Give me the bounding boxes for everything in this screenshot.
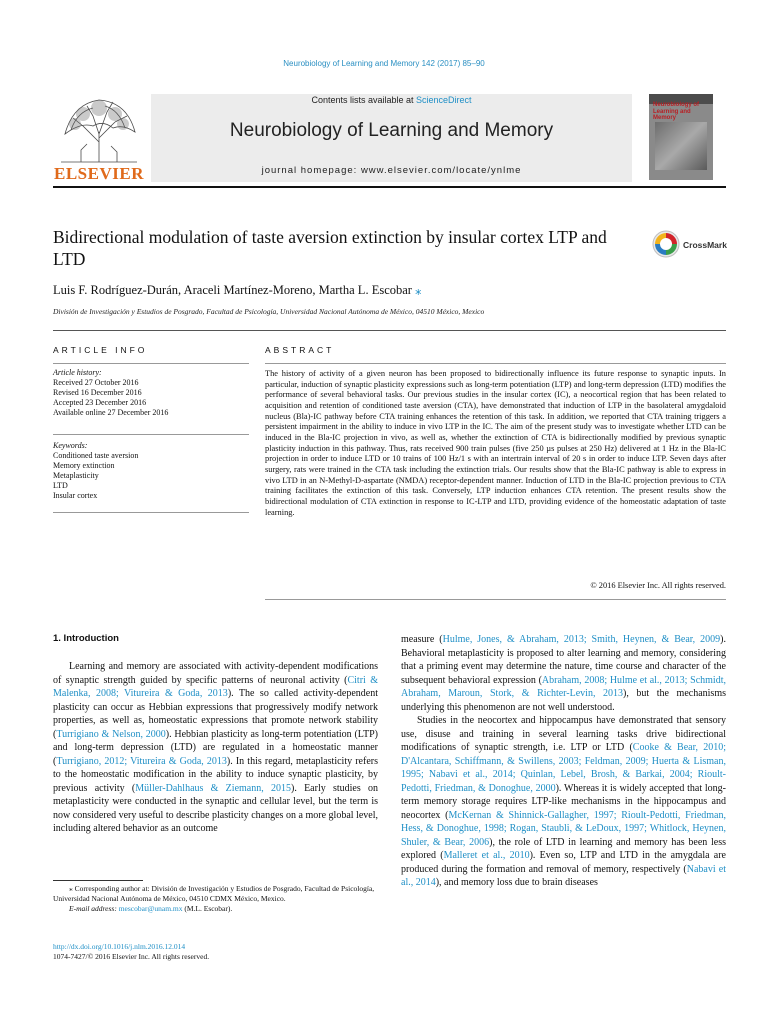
body-text: measure (	[401, 634, 443, 645]
keyword-item: Insular cortex	[53, 491, 98, 500]
body-column-left	[53, 660, 378, 836]
doi-block	[53, 942, 209, 962]
history-label: Article history:	[53, 368, 102, 377]
body-text: ), and memory loss due to brain diseases	[435, 877, 598, 888]
keyword-item: Memory extinction	[53, 461, 115, 470]
title-divider	[53, 330, 726, 331]
body-text: Learning and memory are associated with activity-dependent modifications of synaptic strength guided by specific patterns of neuronal activity (	[53, 661, 378, 686]
journal-cover[interactable]	[649, 94, 713, 180]
article-title: Bidirectional modulation of taste aversion extinction by insular cortex LTP and LTD	[53, 227, 607, 269]
keywords-label: Keywords:	[53, 441, 88, 450]
citation-link[interactable]: Müller-Dahlhaus & Ziemann, 2015	[135, 782, 291, 794]
abstract-copyright: © 2016 Elsevier Inc. All rights reserved.	[590, 581, 726, 590]
crossmark-button[interactable]	[652, 230, 732, 260]
author-list	[53, 282, 421, 298]
cover-image	[655, 122, 707, 170]
info-divider-top	[53, 363, 249, 364]
citation-link[interactable]: McKernan & Shinnick-Gallagher, 1997; Rioult-Pedotti, Friedman, Hess, & Donoghue, 1998; Rogan, Staubli, & LeDoux, 1997; Whitlock, Heynen, Shuler, & Bear, 2006	[401, 809, 726, 848]
email-label: E-mail address:	[69, 904, 119, 913]
citation-link[interactable]: Turrigiano, 2012; Vitureira & Goda, 2013	[56, 755, 227, 767]
body-text: ). Whereas it is widely accepted that long-term memory storage requires LTP-like mechanisms in the hippocampus and neocortex (	[401, 782, 726, 821]
body-text: ). Behavioral metaplasticity is proposed to alter learning and memory, considering that a priming event may determine the nature, time course and character of the subsequent behavioral expression (	[401, 634, 726, 686]
crossmark-label: CrossMark	[683, 240, 727, 250]
body-column-right	[401, 633, 726, 890]
citation-link[interactable]: Hulme, Jones, & Abraham, 2013; Smith, Heynen, & Bear, 2009	[442, 634, 721, 645]
citation-link[interactable]: Cooke & Bear, 2010; D'Alcantara, Schiffmann, & Swillens, 2003; Feldman, 2009; Huerta & Lisman, 1995; Nabavi et al., 2014; Quinlan, Lebel, Brosh, & Barkai, 2004; Rioult-Pedotti, Friedman, & Donoghue, 2000	[401, 742, 726, 794]
contents-available-line	[151, 95, 632, 105]
citation-link[interactable]: Nabavi et al., 2014	[401, 863, 727, 888]
citation-link[interactable]: Malleret et al., 2010	[443, 850, 530, 861]
journal-citation[interactable]: Neurobiology of Learning and Memory 142 (2017) 85–90	[283, 59, 485, 68]
keywords	[53, 441, 249, 501]
intro-paragraph-2	[401, 714, 726, 890]
journal-name: Neurobiology of Learning and Memory	[229, 120, 554, 141]
footnote-divider	[53, 880, 143, 881]
affiliation: División de Investigación y Estudios de Posgrado, Facultad de Psicología, Universidad Nacional Autónoma de México, 04510 México, Mexico	[53, 307, 485, 316]
footnote	[53, 884, 378, 914]
crossmark-icon	[653, 231, 679, 257]
keyword-item: LTD	[53, 481, 68, 490]
issn-line: 1074-7427/© 2016 Elsevier Inc. All rights reserved.	[53, 952, 210, 961]
email-line	[53, 904, 378, 914]
email-link[interactable]: mescobar@unam.mx	[118, 904, 183, 913]
keyword-item: Metaplasticity	[53, 471, 99, 480]
homepage-url[interactable]: www.elsevier.com/locate/ynlme	[360, 165, 522, 176]
abstract-text: The history of activity of a given neuron has been proposed to bidirectionally influence its future response to synaptic inputs. In particular, induction of synaptic plasticity expressions such as long-term potentiation (LTP) and long-term depression (LTD) modifies the performance of several behavioral tasks. Our previous studies in the insular cortex (IC), a neocortical region that has been related to acquisition and retention of conditioned taste aversion (CTA), have demonstrated that induction of LTP in the basolateral amygdaloid nucleus (Bla)-IC pathway before CTA training enhances the retention of this task. In addition, we reported that CTA training triggers a persistent impairment in the ability to induce in vivo LTP in the IC. The aim of the present study was to investigate whether LTD can be induced in the Bla-IC projection in vivo, as well as, whether the extinction of CTA is bidirectionally modified by previous synaptic plasticity induction in this pathway. Thus, rats received 900 train pulses (five 250 µs pulses at 250 Hz) delivered at 1 Hz in the Bla-IC projection in order to induce LTD or 10 trains of 100 Hz/1 s with an intertrain interval of 20 s in order to induce LTP. Seven days after surgery, rats were trained in the CTA task including the extinction trials. Our results show that the Bla-IC pathway is able to express in vivo LTD in an N-Methyl-D-aspartate (NMDA) receptor-dependent manner. Induction of LTD in the Bla-IC projection previous to CTA training facilitates the extinction of this task. Conversely, LTP induction enhances CTA retention. The present results show the bidirectional modulation of CTA extinction in response to IC-LTP and LTD, providing evidence of the homeostatic adaptation of taste learning.	[265, 369, 726, 517]
intro-paragraph-1-cont	[401, 633, 726, 714]
citation-link[interactable]: Turrigiano & Nelson, 2000	[56, 728, 166, 740]
homepage-prefix: journal homepage:	[261, 165, 361, 176]
body-text: ). In this regard, metaplasticity refers to the homeostatic modification in the ability to induce synaptic plasticity, by previous activity (	[53, 755, 378, 794]
author-names: Luis F. Rodríguez-Durán, Araceli Martínez-Moreno, Martha L. Escobar	[53, 283, 412, 297]
body-text: ), the role of LTD in learning and memory has been less explored (	[401, 836, 726, 861]
history-online: Available online 27 December 2016	[53, 408, 169, 417]
sciencedirect-link[interactable]: ScienceDirect	[416, 95, 472, 105]
body-text: ), but the mechanisms underlying this phenomenon are not well understood.	[401, 688, 726, 713]
body-text: ). Hebbian plasticity as long-term potentiation (LTP) and long-term depression (LTD) are regulated in a homeostatic manner (	[53, 728, 378, 767]
citation-link[interactable]: Abraham, 2008; Hulme et al., 2013; Schmidt, Abraham, Maroun, Stork, & Richter-Levin, 2013	[401, 674, 726, 699]
body-text: ). Early studies on metaplasticity were conducted in the synaptic and cellular level, but the term is now considered very useful to describe plasticity changes on a more global level, including altered behavior as an outcome	[53, 782, 379, 834]
history-revised: Revised 16 December 2016	[53, 388, 142, 397]
citation-link[interactable]: Citri & Malenka, 2008; Vitureira & Goda, 2013	[53, 674, 378, 699]
keyword-item: Conditioned taste aversion	[53, 451, 139, 460]
contents-prefix: Contents lists available at	[311, 95, 417, 105]
info-divider-middle	[53, 434, 249, 435]
article-history	[53, 368, 249, 418]
masthead-divider	[53, 186, 726, 188]
email-suffix: (M.L. Escobar).	[182, 904, 233, 913]
abstract-divider-top	[265, 363, 726, 364]
corresponding-author-mark[interactable]: ⁎	[415, 283, 422, 297]
intro-paragraph-1	[53, 660, 378, 836]
corresponding-author-note: ⁎ Corresponding author at: División de Investigación y Estudios de Posgrado, Facultad de Psicología, Universidad Nacional Autónoma de México, 04510 CDMX México, Mexico.	[53, 884, 375, 903]
body-text: Studies in the neocortex and hippocampus have demonstrated that sensory use, disuse and training in several learning tasks drive bidirectional modifications of synaptic strength, i.e. LTP or LTD (	[401, 715, 726, 753]
doi-link[interactable]: http://dx.doi.org/10.1016/j.nlm.2016.12.014	[53, 942, 186, 951]
introduction-heading: 1. Introduction	[53, 633, 119, 644]
article-info-heading: ARTICLE INFO	[53, 345, 148, 355]
journal-homepage	[151, 165, 632, 176]
info-divider-bottom	[53, 512, 249, 513]
elsevier-wordmark[interactable]: ELSEVIER	[54, 164, 144, 183]
cover-title: Neurobiology of Learning and Memory	[653, 102, 699, 121]
abstract-divider-bottom	[265, 599, 726, 600]
history-accepted: Accepted 23 December 2016	[53, 398, 147, 407]
history-received: Received 27 October 2016	[53, 378, 139, 387]
body-text: ). The so called activity-dependent plasticity can occur as Hebbian expressions that progressively modify network properties, as well as, homeostatic expressions that promote network stability (	[53, 688, 379, 740]
body-text: ). Even so, LTP and LTD in the amygdala are produced during the formation and removal of memory, respectively (	[401, 850, 726, 875]
abstract-heading: ABSTRACT	[265, 345, 335, 355]
